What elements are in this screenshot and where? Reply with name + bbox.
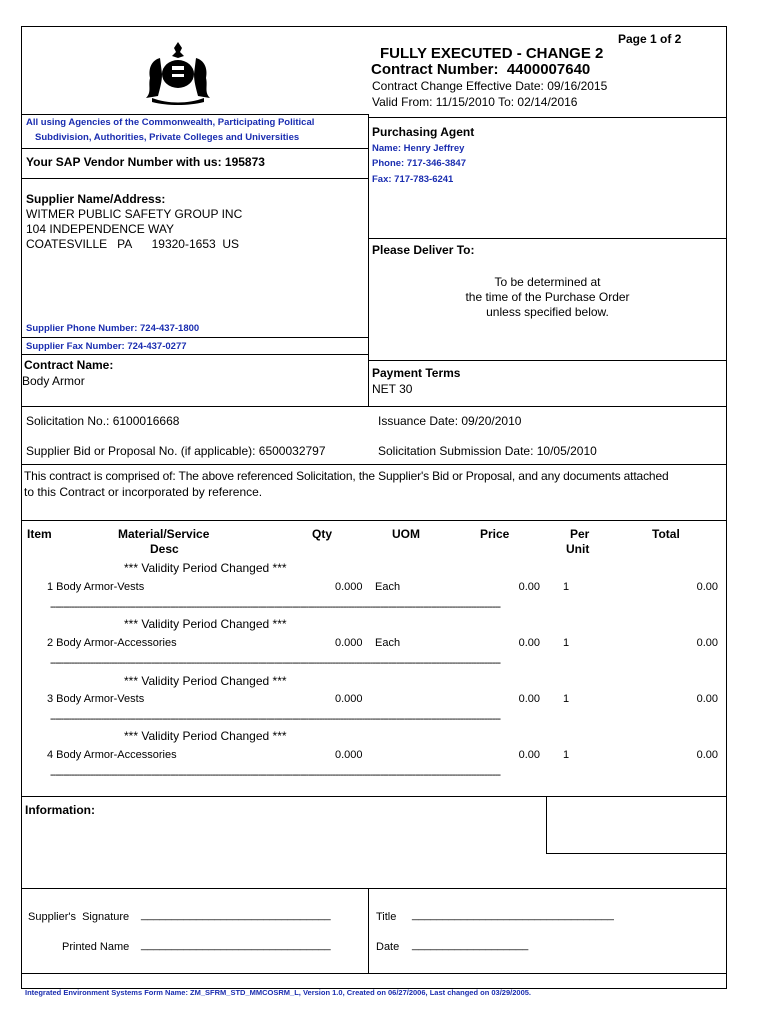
item-per: 1 xyxy=(563,693,570,705)
agent-name: Name: Henry Jeffrey xyxy=(372,143,465,154)
supplier-heading: Supplier Name/Address: xyxy=(26,192,166,206)
contract-name-value: Body Armor xyxy=(22,374,85,388)
change-effective-date: Contract Change Effective Date: 09/16/2015 xyxy=(372,79,608,93)
title-line[interactable]: _________________________________ xyxy=(412,909,614,921)
item-desc: 4 Body Armor-Accessories xyxy=(47,749,177,761)
item-note: *** Validity Period Changed *** xyxy=(124,729,287,743)
printed-name-line[interactable]: _______________________________ xyxy=(141,939,331,951)
col-price: Price xyxy=(480,527,510,541)
item-price: 0.00 xyxy=(518,637,540,649)
item-per: 1 xyxy=(563,749,570,761)
contract-name-heading: Contract Name: xyxy=(24,358,114,372)
contract-number: Contract Number: 4400007640 xyxy=(371,61,591,78)
agent-phone: Phone: 717-346-3847 xyxy=(372,158,466,169)
title-label: Title xyxy=(376,911,397,923)
item-qty: 0.000 xyxy=(335,749,363,761)
col-qty: Qty xyxy=(312,527,333,541)
commonwealth-seal-icon xyxy=(138,38,218,104)
item-separator: ------------------------------------------------------------------------------------------------------------------------------------------------------------------------- xyxy=(50,769,501,781)
item-desc: 2 Body Armor-Accessories xyxy=(47,637,177,649)
col-uom: UOM xyxy=(392,527,420,541)
agencies-line-1: All using Agencies of the Commonwealth, Participating Political xyxy=(26,117,315,128)
item-price: 0.00 xyxy=(518,749,540,761)
solicitation-number: Solicitation No.: 6100016668 xyxy=(26,414,180,428)
submission-date: Solicitation Submission Date: 10/05/2010 xyxy=(378,444,597,458)
comprised-line-2: to this Contract or incorporated by reference. xyxy=(24,485,263,499)
signature-line[interactable]: _______________________________ xyxy=(141,909,331,921)
col-desc: Desc xyxy=(150,542,179,556)
deliver-line-2: the time of the Purchase Order xyxy=(465,290,630,304)
deliver-line-1: To be determined at xyxy=(494,275,601,289)
item-note: *** Validity Period Changed *** xyxy=(124,674,287,688)
payment-terms-heading: Payment Terms xyxy=(372,366,461,380)
item-note: *** Validity Period Changed *** xyxy=(124,617,287,631)
item-per: 1 xyxy=(563,637,570,649)
supplier-bid-number: Supplier Bid or Proposal No. (if applicable): 6500032797 xyxy=(26,444,326,458)
item-qty: 0.000 xyxy=(335,693,363,705)
agencies-line-2: Subdivision, Authorities, Private Colleges and Universities xyxy=(35,132,300,143)
item-qty: 0.000 xyxy=(335,637,363,649)
item-separator: ------------------------------------------------------------------------------------------------------------------------------------------------------------------------- xyxy=(50,713,501,725)
item-separator: ------------------------------------------------------------------------------------------------------------------------------------------------------------------------- xyxy=(50,657,501,669)
payment-terms-value: NET 30 xyxy=(372,382,413,396)
deliver-line-3: unless specified below. xyxy=(486,305,609,319)
supplier-name: WITMER PUBLIC SAFETY GROUP INC xyxy=(26,207,243,221)
col-item: Item xyxy=(27,527,52,541)
signature-label: Supplier's Signature xyxy=(28,911,130,923)
date-line[interactable]: ___________________ xyxy=(412,939,529,951)
printed-name-label: Printed Name xyxy=(62,941,130,953)
col-total: Total xyxy=(652,527,680,541)
col-per: Per xyxy=(570,527,590,541)
item-total: 0.00 xyxy=(696,749,718,761)
item-desc: 1 Body Armor-Vests xyxy=(47,581,145,593)
item-total: 0.00 xyxy=(696,637,718,649)
item-separator: ------------------------------------------------------------------------------------------------------------------------------------------------------------------------- xyxy=(50,601,501,613)
form-frame xyxy=(21,26,727,989)
col-unit: Unit xyxy=(566,542,590,556)
valid-dates: Valid From: 11/15/2010 To: 02/14/2016 xyxy=(372,95,578,109)
comprised-line-1: This contract is comprised of: The above referenced Solicitation, the Supplier's Bid or Proposal, and any documents attached xyxy=(24,469,669,483)
item-qty: 0.000 xyxy=(335,581,363,593)
item-uom: Each xyxy=(375,637,401,649)
supplier-phone: Supplier Phone Number: 724-437-1800 xyxy=(26,323,200,334)
issuance-date: Issuance Date: 09/20/2010 xyxy=(378,414,522,428)
item-per: 1 xyxy=(563,581,570,593)
item-uom: Each xyxy=(375,581,401,593)
date-label: Date xyxy=(376,941,400,953)
vendor-number: Your SAP Vendor Number with us: 195873 xyxy=(26,155,265,169)
form-footer: Integrated Environment Systems Form Name: ZM_SFRM_STD_MMCOSRM_L, Version 1.0, Created on 06/27/2006, Last changed on 03/29/2005. xyxy=(25,988,531,997)
item-desc: 3 Body Armor-Vests xyxy=(47,693,145,705)
deliver-to-heading: Please Deliver To: xyxy=(372,243,475,257)
col-material: Material/Service xyxy=(118,527,210,541)
supplier-street: 104 INDEPENDENCE WAY xyxy=(26,222,175,236)
supplier-fax: Supplier Fax Number: 724-437-0277 xyxy=(26,341,187,352)
agent-fax: Fax: 717-783-6241 xyxy=(372,174,454,185)
item-price: 0.00 xyxy=(518,693,540,705)
purchasing-agent-heading: Purchasing Agent xyxy=(372,125,475,139)
supplier-city: COATESVILLE PA 19320-1653 US xyxy=(26,237,239,251)
item-total: 0.00 xyxy=(696,581,718,593)
item-total: 0.00 xyxy=(696,693,718,705)
contract-status: FULLY EXECUTED - CHANGE 2 xyxy=(380,45,604,62)
information-heading: Information: xyxy=(25,803,95,817)
item-price: 0.00 xyxy=(518,581,540,593)
item-note: *** Validity Period Changed *** xyxy=(124,561,287,575)
page-number: Page 1 of 2 xyxy=(618,32,682,46)
